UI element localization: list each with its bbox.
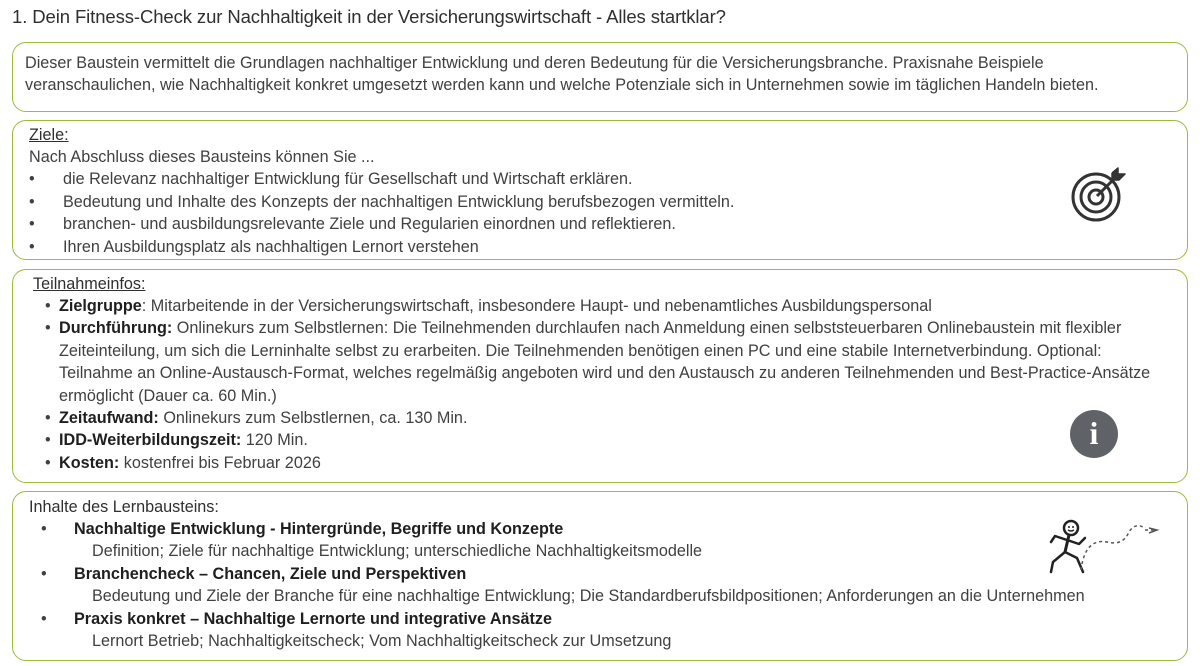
info-icon <box>1069 409 1119 459</box>
goal-item: • Bedeutung und Inhalte des Konzepts der nachhaltigen Entwicklung berufsbezogen vermitteln. <box>29 191 1173 213</box>
content-list <box>29 518 1173 652</box>
info-text-cont: Zeiteinteilung, um sich die Lerninhalte selbst zu erarbeiten. Die Teilnehmenden benötigen einen PC und eine stabile Internetverbindung. Optional: <box>59 341 1102 360</box>
info-text: kostenfrei bis Februar 2026 <box>123 453 321 472</box>
info-label: Zeitaufwand: <box>59 409 159 428</box>
goals-heading: Ziele: <box>29 126 69 144</box>
info-item-kosten <box>33 452 1173 474</box>
target-icon <box>1070 167 1126 223</box>
info-text-cont: Teilnahme an Online-Austausch-Format, welches regelmäßig angeboten wird und den Austausch zu anderen Teilnehmenden und Best-Practice-Ansätze <box>59 364 1151 383</box>
topic-sub: Lernort Betrieb; Nachhaltigkeitscheck; Vom Nachhaltigkeitscheck zur Umsetzung <box>92 632 672 651</box>
info-item-zeitaufwand <box>33 407 1173 429</box>
goals-lead: Nach Abschluss dieses Bausteins können Sie ... <box>29 148 375 166</box>
topic-item <box>29 608 1173 630</box>
topic-sub: Bedeutung und Ziele der Branche für eine nachhaltige Entwicklung; Die Standardberufsbildpositionen; Anforderungen an die Unternehmen <box>92 587 1085 606</box>
info-item-durchfuehrung <box>33 317 1173 407</box>
info-sep: : <box>141 297 151 315</box>
info-label: IDD-Weiterbildungszeit: <box>59 431 242 450</box>
content-box <box>12 491 1188 661</box>
info-text: Mitarbeitende in der Versicherungswirtschaft, insbesondere Haupt- und nebenamtliches Ausbildungspersonal <box>150 297 932 315</box>
page-title: 1. Dein Fitness-Check zur Nachhaltigkeit in der Versicherungswirtschaft - Alles startklar? <box>12 6 726 27</box>
intro-line-2: veranschaulichen, wie Nachhaltigkeit konkret umgesetzt werden kann und welche Potenziale sich in Unternehmen sowie im täglichen Handeln bieten. <box>25 76 1099 95</box>
info-list <box>33 295 1173 474</box>
goal-item: • branchen- und ausbildungsrelevante Ziele und Regularien einordnen und reflektieren. <box>29 213 1173 235</box>
topic-title: Praxis konkret – Nachhaltige Lernorte und integrative Ansätze <box>74 609 552 628</box>
intro-line-1: Dieser Baustein vermittelt die Grundlagen nachhaltiger Entwicklung und deren Bedeutung für die Versicherungsbranche. Praxisnahe Beispiele <box>25 54 1044 72</box>
info-icon-glyph: i <box>1089 415 1099 451</box>
info-item-zielgruppe <box>33 295 1173 317</box>
content-heading: Inhalte des Lernbausteins: <box>29 498 219 516</box>
goals-box <box>12 120 1188 260</box>
runner-icon <box>1045 518 1163 578</box>
topic-title: Branchencheck – Chancen, Ziele und Perspektiven <box>74 564 467 583</box>
info-label: Zielgruppe <box>59 297 142 315</box>
topic-title: Nachhaltige Entwicklung - Hintergründe, Begriffe und Konzepte <box>74 520 564 538</box>
goals-list <box>29 168 1173 258</box>
topic-item <box>29 563 1173 585</box>
info-box <box>12 269 1188 483</box>
info-label: Durchführung: <box>59 319 173 338</box>
info-heading: Teilnahmeinfos: <box>33 275 146 293</box>
info-text: Onlinekurs zum Selbstlernen: Die Teilnehmenden durchlaufen nach Anmeldung einen selbststeuerbaren Onlinebaustein mit flexibler <box>176 319 1122 338</box>
goal-item: • die Relevanz nachhaltiger Entwicklung für Gesellschaft und Wirtschaft erklären. <box>29 168 1173 190</box>
info-label: Kosten: <box>59 453 120 472</box>
info-text-cont: ermöglicht (Dauer ca. 60 Min.) <box>59 386 277 405</box>
goal-item: • Ihren Ausbildungsplatz als nachhaltigen Lernort verstehen <box>29 236 1173 258</box>
intro-box <box>12 42 1188 112</box>
topic-sub: Definition; Ziele für nachhaltige Entwicklung; unterschiedliche Nachhaltigkeitsmodelle <box>92 542 703 561</box>
info-text: 120 Min. <box>245 431 308 450</box>
topic-item <box>29 518 1173 540</box>
info-item-idd <box>33 429 1173 451</box>
info-text: Onlinekurs zum Selbstlernen, ca. 130 Min. <box>163 409 468 428</box>
